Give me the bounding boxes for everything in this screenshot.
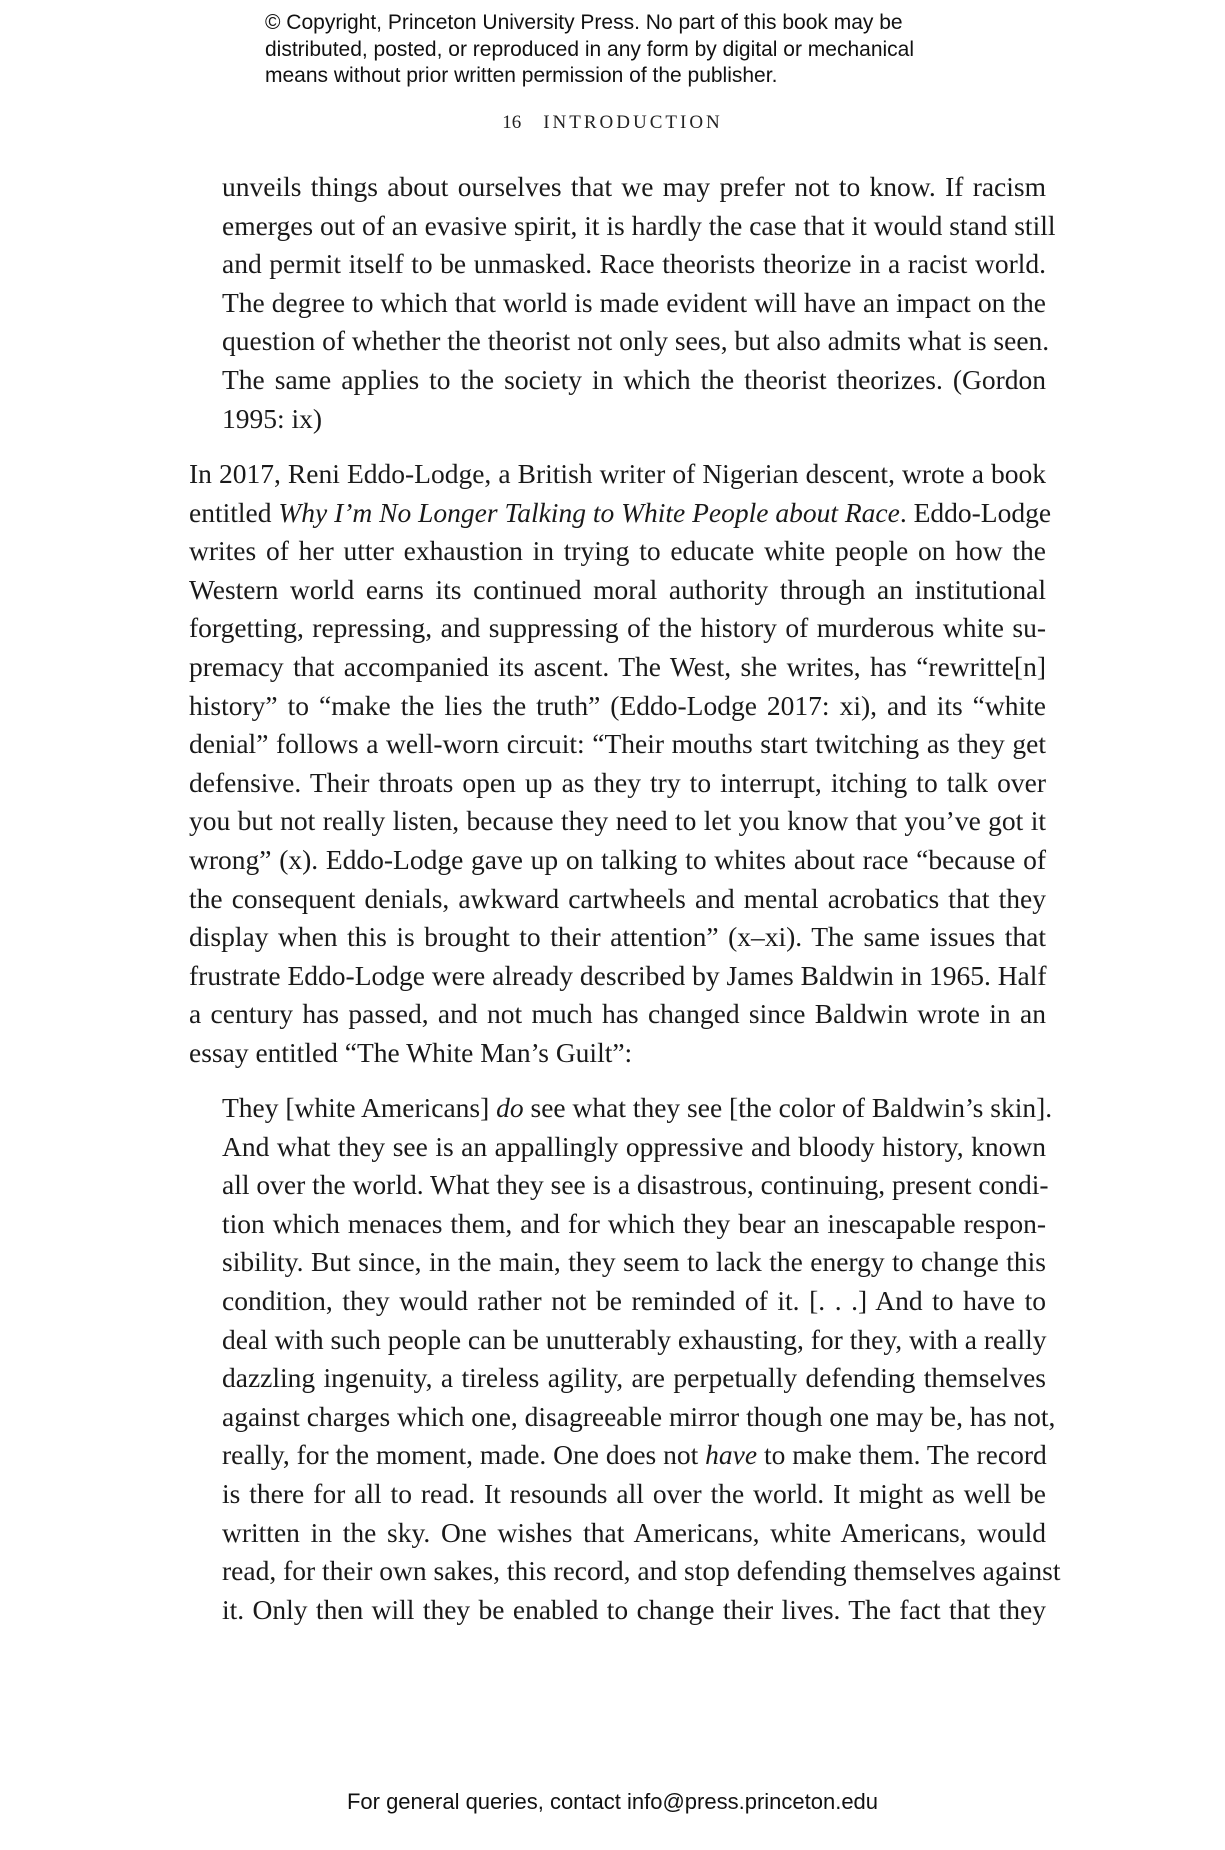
text-run: to make them. The record xyxy=(757,1439,1047,1471)
text-line: frustrate Eddo-Lodge were already described by James Baldwin in 1965. Half xyxy=(189,959,1047,991)
text-line: emerges out of an evasive spirit, it is hardly the case that it would stand still xyxy=(222,209,1056,241)
block-quote-baldwin xyxy=(222,1089,1061,1629)
text-line: unveils things about ourselves that we may prefer not to know. If racism xyxy=(222,171,1046,202)
text-line: The degree to which that world is made evident will have an impact on the xyxy=(222,286,1046,318)
running-head xyxy=(0,112,1225,134)
text-line: all over the world. What they see is a disastrous, continuing, present condi- xyxy=(222,1169,1049,1201)
text-line: 1995: ix) xyxy=(222,402,323,434)
section-title: INTRODUCTION xyxy=(543,112,723,133)
text-line: the consequent denials, awkward cartwheels and mental acrobatics that they xyxy=(189,882,1046,914)
text-run: really, for the moment, made. One does not xyxy=(222,1439,706,1471)
copyright-notice xyxy=(265,10,1025,90)
book-title: Why I’m No Longer Talking to White People about Race xyxy=(278,496,900,528)
text-line: is there for all to read. It resounds all over the world. It might as well be xyxy=(222,1477,1046,1509)
text-line: sibility. But since, in the main, they seem to lack the energy to change this xyxy=(222,1246,1046,1278)
text-line: writes of her utter exhaustion in trying to educate white people on how the xyxy=(189,535,1046,567)
text-run: They [white Americans] xyxy=(222,1092,497,1123)
text-run: entitled xyxy=(189,496,279,528)
text-line: display when this is brought to their attention” (x–xi). The same issues that xyxy=(189,921,1046,953)
text-line: essay entitled “The White Man’s Guilt”: xyxy=(189,1036,633,1068)
text-line: defensive. Their throats open up as they try to interrupt, itching to talk over xyxy=(189,766,1046,798)
emphasis: have xyxy=(705,1439,758,1471)
text-line: wrong” (x). Eddo-Lodge gave up on talking to whites about race “because of xyxy=(189,843,1046,875)
footer-contact: For general queries, contact info@press.princeton.edu xyxy=(346,1789,879,1814)
body-paragraph xyxy=(189,455,1052,1073)
block-quote-gordon xyxy=(222,168,1056,438)
text-run: see what they see [the color of Baldwin’s skin]. xyxy=(523,1092,1053,1123)
text-line: and permit itself to be unmasked. Race theorists theorize in a racist world. xyxy=(222,248,1046,280)
text-line: dazzling ingenuity, a tireless agility, are perpetually defending themselves xyxy=(222,1362,1046,1394)
text-line xyxy=(189,494,1052,533)
page-number: 16 xyxy=(502,112,522,133)
text-line: In 2017, Reni Eddo-Lodge, a British writer of Nigerian descent, wrote a book xyxy=(189,458,1046,489)
text-line: you but not really listen, because they need to let you know that you’ve got it xyxy=(189,805,1046,837)
text-line: condition, they would rather not be reminded of it. [. . .] And to have to xyxy=(222,1284,1046,1316)
text-run: . Eddo-Lodge xyxy=(899,496,1052,528)
text-line: Western world earns its continued moral authority through an institutional xyxy=(189,573,1046,605)
text-line: history” to “make the lies the truth” (Eddo-Lodge 2017: xi), and its “white xyxy=(189,689,1046,721)
text-line xyxy=(222,1436,1046,1475)
text-line: it. Only then will they be enabled to change their lives. The fact that they xyxy=(222,1593,1046,1625)
text-line: deal with such people can be unutterably exhausting, for they, with a really xyxy=(222,1323,1047,1355)
text-line: read, for their own sakes, this record, and stop defending themselves against xyxy=(222,1555,1061,1587)
copyright-line: distributed, posted, or reproduced in any form by digital or mechanical xyxy=(265,37,915,61)
text-line: written in the sky. One wishes that Americans, white Americans, would xyxy=(222,1516,1046,1548)
copyright-line: © Copyright, Princeton University Press. No part of this book may be xyxy=(265,11,903,34)
text-line: And what they see is an appallingly oppressive and bloody history, known xyxy=(222,1130,1046,1162)
text-line: denial” follows a well-worn circuit: “Their mouths start twitching as they get xyxy=(189,728,1046,760)
text-line: against charges which one, disagreeable mirror though one may be, has not, xyxy=(222,1400,1056,1432)
text-line: tion which menaces them, and for which they bear an inescapable respon- xyxy=(222,1207,1046,1239)
text-line: question of whether the theorist not only sees, but also admits what is seen. xyxy=(222,325,1050,357)
text-line: a century has passed, and not much has changed since Baldwin wrote in an xyxy=(189,998,1046,1030)
text-line: The same applies to the society in which the theorist theorizes. (Gordon xyxy=(222,363,1046,395)
text-line: premacy that accompanied its ascent. The West, she writes, has “rewritte[n] xyxy=(189,650,1046,682)
copyright-line: means without prior written permission of the publisher. xyxy=(265,64,778,87)
emphasis: do xyxy=(496,1092,524,1123)
text-line: forgetting, repressing, and suppressing of the history of murderous white su- xyxy=(189,612,1046,644)
text-line xyxy=(222,1089,1053,1128)
